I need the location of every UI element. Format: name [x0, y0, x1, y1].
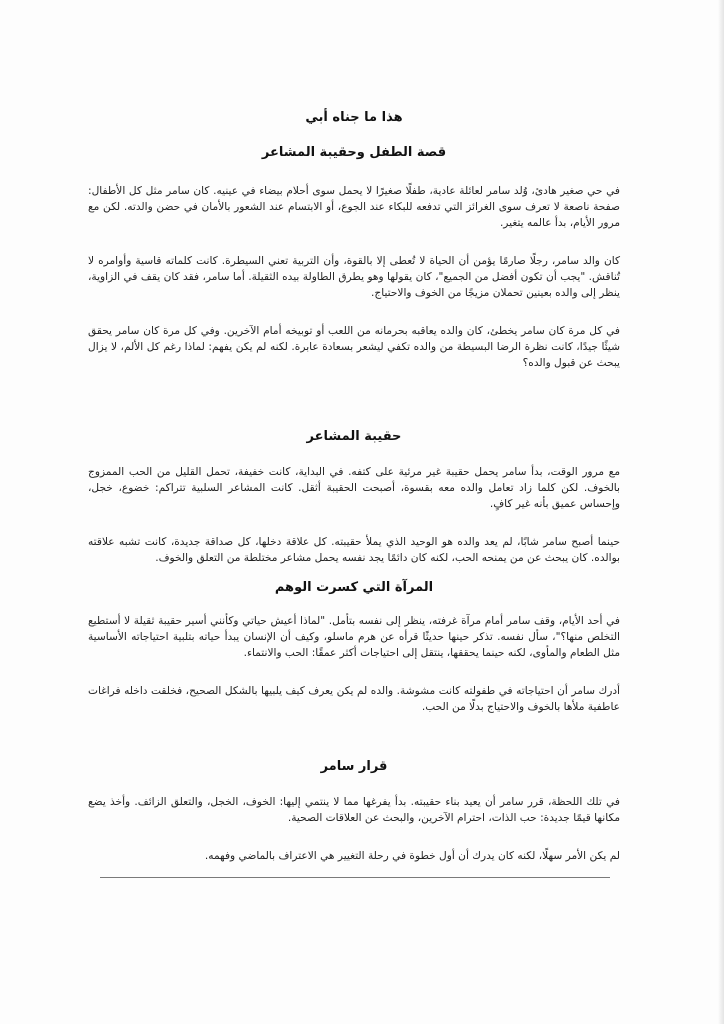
paragraph-feelings-2: حينما أصبح سامر شابًا، لم يعد والده هو الوحيد الذي يملأ حقيبته. كل علاقة دخلها، كل صداقة جديدة، كانت تشبه علاقته بوالده. كان يبحث عن من يمنحه الحب، لكنه كان دائمًا يجد نفسه يحمل مشاعر مختلطة من التعلق والخوف.: [88, 536, 620, 564]
section-heading-decision: قرار سامر: [320, 759, 388, 774]
section-heading-mirror: المرآة التي كسرت الوهم: [274, 580, 434, 595]
document-subtitle: قصة الطفل وحقيبة المشاعر: [261, 145, 447, 160]
paragraph-intro-3: في كل مرة كان سامر يخطئ، كان والده يعاقبه بحرمانه من اللعب أو توبيخه أمام الآخرين. وفي كل مرة كان سامر يحقق شيئًا جيدًا، كانت نظرة الرضا البسيطة من والده تكفي ليشعر بسعادة عابرة. لكنه لم يكن يفهم: لماذا رغم كل الألم، لا يزال يبحث عن قبول والده؟: [88, 325, 620, 369]
paragraph-feelings-1: مع مرور الوقت، بدأ سامر يحمل حقيبة غير مرئية على كتفه. في البداية، كانت خفيفة، تحمل القليل من الحب الممزوج بالخوف. لكن كلما زاد تعامل والده معه بقسوة، أصبحت الحقيبة أثقل. كانت المشاعر السلبية تتراكم: خضوع، خجل، وإحساس عميق بأنه غير كافٍ.: [88, 466, 620, 510]
paragraph-intro-2: كان والد سامر، رجلًا صارمًا يؤمن أن الحياة لا تُعطى إلا بالقوة، وأن التربية تعني السيطرة. كانت كلماته قاسية وأوامره لا تُناقش. "يجب أن تكون أفضل من الجميع"، كان يقولها وهو يطرق الطاولة بيده الثقيلة. أما سامر، فقد كان يقف في الزاوية، ينظر إلى والده بعينين تحملان مزيجًا من الخوف والاحتياج.: [88, 255, 620, 299]
document-body: [88, 110, 620, 864]
page-edge-shadow: [718, 0, 724, 1024]
footer-divider-line: [100, 877, 610, 878]
paragraph-decision-2: لم يكن الأمر سهلًا، لكنه كان يدرك أن أول خطوة في رحلة التغيير هي الاعتراف بالماضي وفهمه.: [204, 850, 620, 862]
paragraph-intro-1: في حي صغير هادئ، وُلد سامر لعائلة عادية، طفلًا صغيرًا لا يحمل سوى أحلام بيضاء في عينيه. كان سامر مثل كل الأطفال: صفحة ناصعة لا تعرف سوى الغرائز التي تدفعه للبكاء عند الجوع، أو الابتسام عند الشعور بالأمان في حضن والدته. لكن مع مرور الأيام، بدأ عالمه يتغير.: [88, 185, 620, 229]
paragraph-mirror-1: في أحد الأيام، وقف سامر أمام مرآة غرفته، ينظر إلى نفسه بتأمل. "لماذا أعيش حياتي وكأنني أسير حقيبة ثقيلة لا أستطيع التخلص منها؟"، سأل نفسه. تذكر حينها حديثًا قرأه عن هرم ماسلو، وكيف أن الإنسان يبدأ حياته بتلبية احتياجاته الأساسية مثل الطعام والمأوى، لكنه حينما يحققها، ينتقل إلى احتياجات أكثر عمقًا: الحب والانتماء.: [88, 615, 620, 659]
paragraph-decision-1: في تلك اللحظة، قرر سامر أن يعيد بناء حقيبته. بدأ يفرغها مما لا ينتمي إليها: الخوف، الخجل، والتعلق الزائف. وأخذ يضع مكانها قيمًا جديدة: حب الذات، احترام الآخرين، والبحث عن العلاقات الصحية.: [88, 796, 620, 824]
paragraph-mirror-2: أدرك سامر أن احتياجاته في طفولته كانت مشوشة. والده لم يكن يعرف كيف يلبيها بالشكل الصحيح، فخلقت داخله فراغات عاطفية ملأها بالخوف والاحتياج بدلًا من الحب.: [88, 685, 620, 713]
section-heading-feelings-bag: حقيبة المشاعر: [306, 429, 402, 444]
document-title: هذا ما جناه أبي: [305, 110, 403, 125]
